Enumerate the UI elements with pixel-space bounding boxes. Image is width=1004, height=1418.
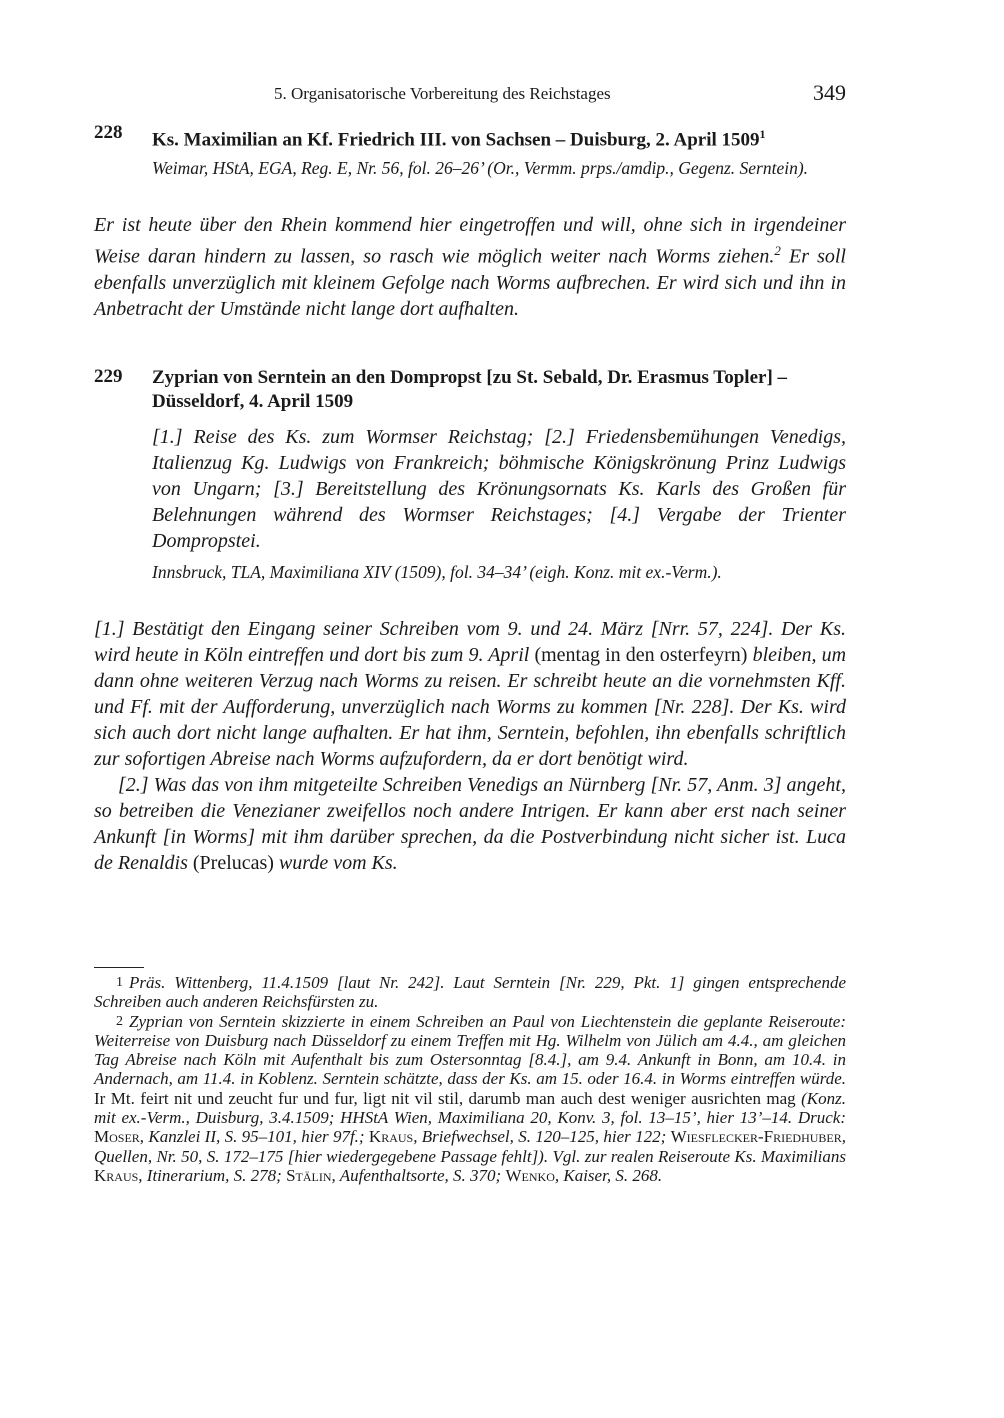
- running-head: [94, 80, 846, 110]
- author-name: Wiesflecker-Friedhuber: [670, 1127, 842, 1147]
- text-part: [2.] Was das von ihm mitgeteilte Schreiben Venedigs an Nürnberg [Nr. 57, Anm. 3] angeht, so betreiben die Venezianer zweifellos noch andere Intrigen. Er kann aber erst nach seiner Ankunft [in Worms] mit ihm darüber sprechen, da die Postverbindung nicht sicher ist. Luca de Renaldis: [94, 774, 846, 874]
- doc-title: Ks. Maximilian an Kf. Friedrich III. von Sachsen – Duisburg, 2. April 1509: [152, 129, 760, 151]
- text-part: [1.] Bestätigt den Eingang seiner Schreiben vom 9. und 24. März [Nrr. 57, 224]. Der Ks. wird heute in Köln eintreffen und dort bis zum 9. April: [94, 618, 846, 666]
- doc-title: Zyprian von Serntein an den Dompropst [zu St. Sebald, Dr. Erasmus Topler] – Düsseldorf, 4. April 1509: [152, 367, 788, 412]
- text-part: , Itinerarium, S. 278;: [138, 1165, 287, 1185]
- footnote-rule: [94, 967, 144, 968]
- doc-229-regest: [1.] Reise des Ks. zum Wormser Reichstag; [2.] Friedensbemühungen Venedigs, Italienzug Kg. Ludwigs von Frankreich; böhmische Königskrönung Prinz Ludwigs von Ungarn; [3.] Bereitstellung des Krönungsornats Ks. Karls des Großen für Belehnungen während des Wormser Reichstages; [4.] Vergabe der Trienter Dompropstei.: [152, 426, 846, 552]
- author-name: Kraus: [94, 1165, 139, 1185]
- text-part: wurde vom Ks.: [273, 852, 398, 874]
- footnote-2: [94, 1012, 846, 1186]
- text-part: (Konz. mit ex.-Verm., Duisburg, 3.4.1509; HHStA Wien, Maximiliana 20, Konv. 3, fol. 13–15’, hier 13’–14. Druck:: [94, 1088, 846, 1128]
- page-number: 349: [813, 80, 846, 105]
- quote: Ir Mt. feirt nit und zeucht fur und fur, ligt nit vil stil, darumb man auch dest weniger ausrichten mag: [94, 1088, 796, 1108]
- text-part: Er ist heute über den Rhein kommend hier eingetroffen und will, ohne sich in irgendeiner Weise daran hindern zu lassen, so rasch wie möglich weiter nach Worms ziehen.: [94, 214, 846, 268]
- doc-228-source: Weimar, HStA, EGA, Reg. E, Nr. 56, fol. 26–26’ (Or., Vermm. prps./amdip., Gegenz. Serntein).: [152, 158, 809, 178]
- text-part: Zyprian von Serntein skizzierte in einem Schreiben an Paul von Liechtenstein die geplante Reiseroute: Weiterreise von Duisburg nach Düsseldorf zu einem Treffen mit Hg. Wilhelm von Jülich am 4.4., am gleichen Tag Abreise nach Köln mit Aufenthalt bis zum Ostersonntag [8.4.], am 9.4. Ankunft in Bonn, am 10.4. in Andernach, am 11.4. in Koblenz. Serntein schätzte, dass der Ks. am 15. oder 16.4. in Worms eintreffen würde.: [94, 1011, 846, 1089]
- footnote-number: 1: [116, 975, 123, 990]
- text-part: , Quellen, Nr. 50, S. 172–175 [hier wiedergegebene Passage fehlt]). Vgl. zur realen Reiseroute Ks. Maximilians: [94, 1127, 846, 1166]
- paragraph-2: [94, 772, 846, 876]
- text-part: bleiben, um dann ohne weiteren Verzug nach Worms zu reisen. Er schreibt heute an die vornehmsten Kff. und Ff. mit der Aufforderung, unverzüglich nach Worms zu kommen [Nr. 228]. Der Ks. wird sich auch dort nicht lange aufhalten. Er hat ihm, Serntein, befohlen, ihn ebenfalls schriftlich zur sofortigen Abreise nach Worms aufzufordern, da er dort benötigt wird.: [94, 644, 847, 770]
- footnote-ref: 1: [759, 127, 766, 141]
- text-part: , Briefwechsel, S. 120–125, hier 122;: [413, 1127, 671, 1147]
- doc-228-heading: [94, 122, 846, 152]
- doc-229-heading: [94, 366, 846, 414]
- author-name: Kraus: [368, 1127, 414, 1147]
- footnote-number: 2: [116, 1013, 123, 1029]
- text-part: , Kanzlei II, S. 95–101, hier 97f.;: [139, 1127, 369, 1147]
- author-name: Stälin: [286, 1165, 332, 1185]
- footnote-ref: 2: [774, 243, 781, 258]
- doc-number: 229: [94, 366, 123, 387]
- quote: (Prelucas): [192, 852, 274, 874]
- doc-229-source: Innsbruck, TLA, Maximiliana XIV (1509), fol. 34–34’ (eigh. Konz. mit ex.-Verm.).: [152, 562, 722, 582]
- paragraph-1: [94, 616, 846, 772]
- doc-229-text: [94, 616, 846, 876]
- text-part: , Kaiser, S. 268.: [554, 1165, 663, 1185]
- text-part: , Aufenthaltsorte, S. 370;: [331, 1165, 506, 1185]
- quote: (mentag in den osterfeyrn): [534, 644, 748, 666]
- author-name: Moser: [94, 1127, 140, 1147]
- footnotes: [94, 973, 846, 1185]
- text-part: Er soll ebenfalls unverzüglich mit kleinem Gefolge nach Worms aufbrechen. Er wird sich und ihn in Anbetracht der Umstände nicht lange dort aufhalten.: [94, 245, 846, 320]
- footnote-1: [94, 973, 846, 1012]
- doc-228-text: [94, 212, 846, 322]
- running-head-title: 5. Organisatorische Vorbereitung des Reichstages: [274, 84, 611, 103]
- doc-number: 228: [94, 122, 123, 143]
- author-name: Wenko: [505, 1165, 555, 1185]
- footnote-text: Präs. Wittenberg, 11.4.1509 [laut Nr. 242]. Laut Serntein [Nr. 229, Pkt. 1] gingen entsprechende Schreiben auch anderen Reichsfürsten zu.: [94, 973, 846, 1012]
